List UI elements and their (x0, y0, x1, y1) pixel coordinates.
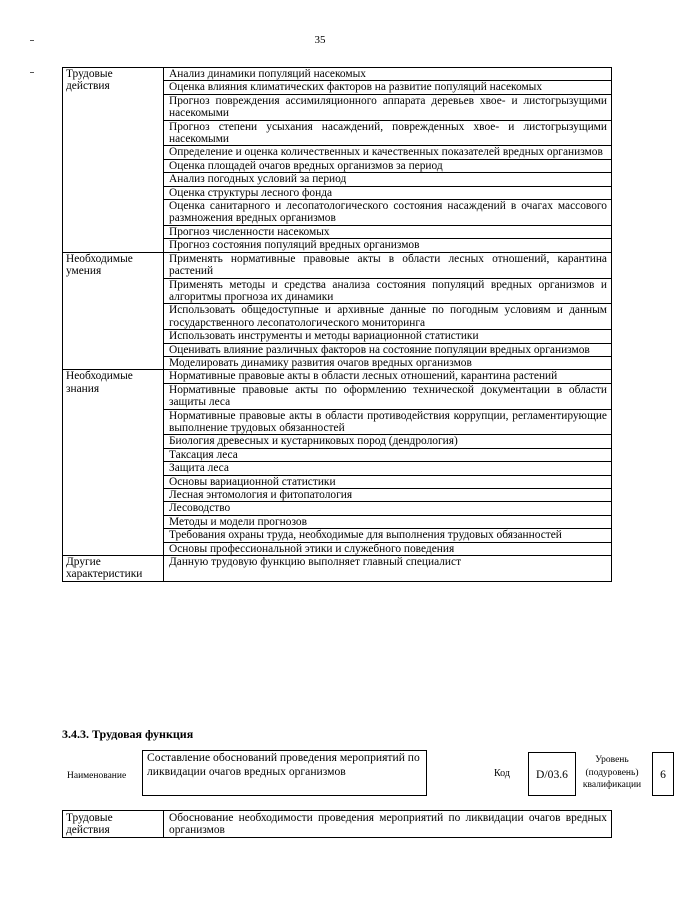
code-label: Код (494, 768, 510, 779)
row-label: Необходимые знания (63, 370, 164, 556)
table-cell: Анализ динамики популяций насекомых (164, 68, 612, 81)
table-cell: Защита леса (164, 462, 612, 475)
table-row (63, 811, 612, 838)
row-label: Трудовые действия (63, 811, 164, 838)
row-label: Необходимые умения (63, 252, 164, 370)
table-cell: Оценка влияния климатических факторов на развитие популяций насекомых (164, 81, 612, 94)
table-cell: Применять нормативные правовые акты в области лесных отношений, карантина растений (164, 252, 612, 278)
table-cell: Биология древесных и кустарниковых пород (дендрология) (164, 435, 612, 448)
table-cell: Определение и оценка количественных и качественных показателей вредных организмов (164, 146, 612, 159)
table-row (63, 370, 612, 383)
table-cell: Оценка санитарного и лесопатологического состояния насаждений в очагах массового размножения вредных организмов (164, 200, 612, 226)
margin-mark (30, 40, 34, 41)
table-cell: Анализ погодных условий за период (164, 173, 612, 186)
table-cell: Применять методы и средства анализа состояния популяций вредных организмов и алгоритмы прогноза их динамики (164, 278, 612, 304)
table-cell: Прогноз состояния популяций вредных организмов (164, 239, 612, 252)
table-cell: Данную трудовую функцию выполняет главный специалист (164, 556, 612, 582)
function-actions-table (62, 810, 612, 838)
function-header (62, 750, 666, 798)
table-cell: Лесоводство (164, 502, 612, 515)
name-label: Наименование (67, 771, 127, 781)
table-cell: Нормативные правовые акты в области лесных отношений, карантина растений (164, 370, 612, 383)
page-number: 35 (314, 34, 326, 46)
table-row (63, 556, 612, 582)
level-label: Уровень (подуровень) квалификации (582, 755, 642, 790)
table-cell: Оценивать влияние различных факторов на состояние популяции вредных организмов (164, 343, 612, 356)
table-cell: Основы вариационной статистики (164, 475, 612, 488)
row-label: Трудовые действия (63, 68, 164, 253)
table-cell: Прогноз повреждения ассимиляционного аппарата деревьев хвое- и листогрызущими насекомыми (164, 94, 612, 120)
table-cell: Требования охраны труда, необходимые для выполнения трудовых обязанностей (164, 529, 612, 542)
row-label: Другие характеристики (63, 556, 164, 582)
table-cell: Использовать инструменты и методы вариационной статистики (164, 330, 612, 343)
table-cell: Методы и модели прогнозов (164, 515, 612, 528)
table-cell: Лесная энтомология и фитопатология (164, 489, 612, 502)
table-cell: Использовать общедоступные и архивные данные по погодным условиям и данным государственного лесопатологического мониторинга (164, 304, 612, 330)
table-cell: Моделировать динамику развития очагов вредных организмов (164, 356, 612, 369)
table-cell: Таксация леса (164, 448, 612, 461)
function-code: D/03.6 (528, 752, 576, 796)
table-row (63, 68, 612, 81)
table-cell: Основы профессиональной этики и служебного поведения (164, 542, 612, 555)
function-name: Составление обоснований проведения мероприятий по ликвидации очагов вредных организмов (142, 750, 427, 796)
table-cell: Нормативные правовые акты по оформлению технической документации в области защиты леса (164, 383, 612, 409)
table-cell: Прогноз численности насекомых (164, 225, 612, 238)
table-cell: Прогноз степени усыхания насаждений, поврежденных хвое- и листогрызущими насекомыми (164, 120, 612, 146)
section-title: 3.4.3. Трудовая функция (62, 727, 194, 741)
requirements-table (62, 67, 612, 582)
table-cell: Оценка площадей очагов вредных организмов за период (164, 159, 612, 172)
table-cell: Оценка структуры лесного фонда (164, 186, 612, 199)
table-row (63, 252, 612, 278)
margin-mark (30, 72, 34, 73)
table-cell: Нормативные правовые акты в области противодействия коррупции, регламентирующие выполнение трудовых обязанностей (164, 409, 612, 435)
function-level: 6 (652, 752, 674, 796)
table-cell: Обоснование необходимости проведения мероприятий по ликвидации очагов вредных организмов (164, 811, 612, 838)
